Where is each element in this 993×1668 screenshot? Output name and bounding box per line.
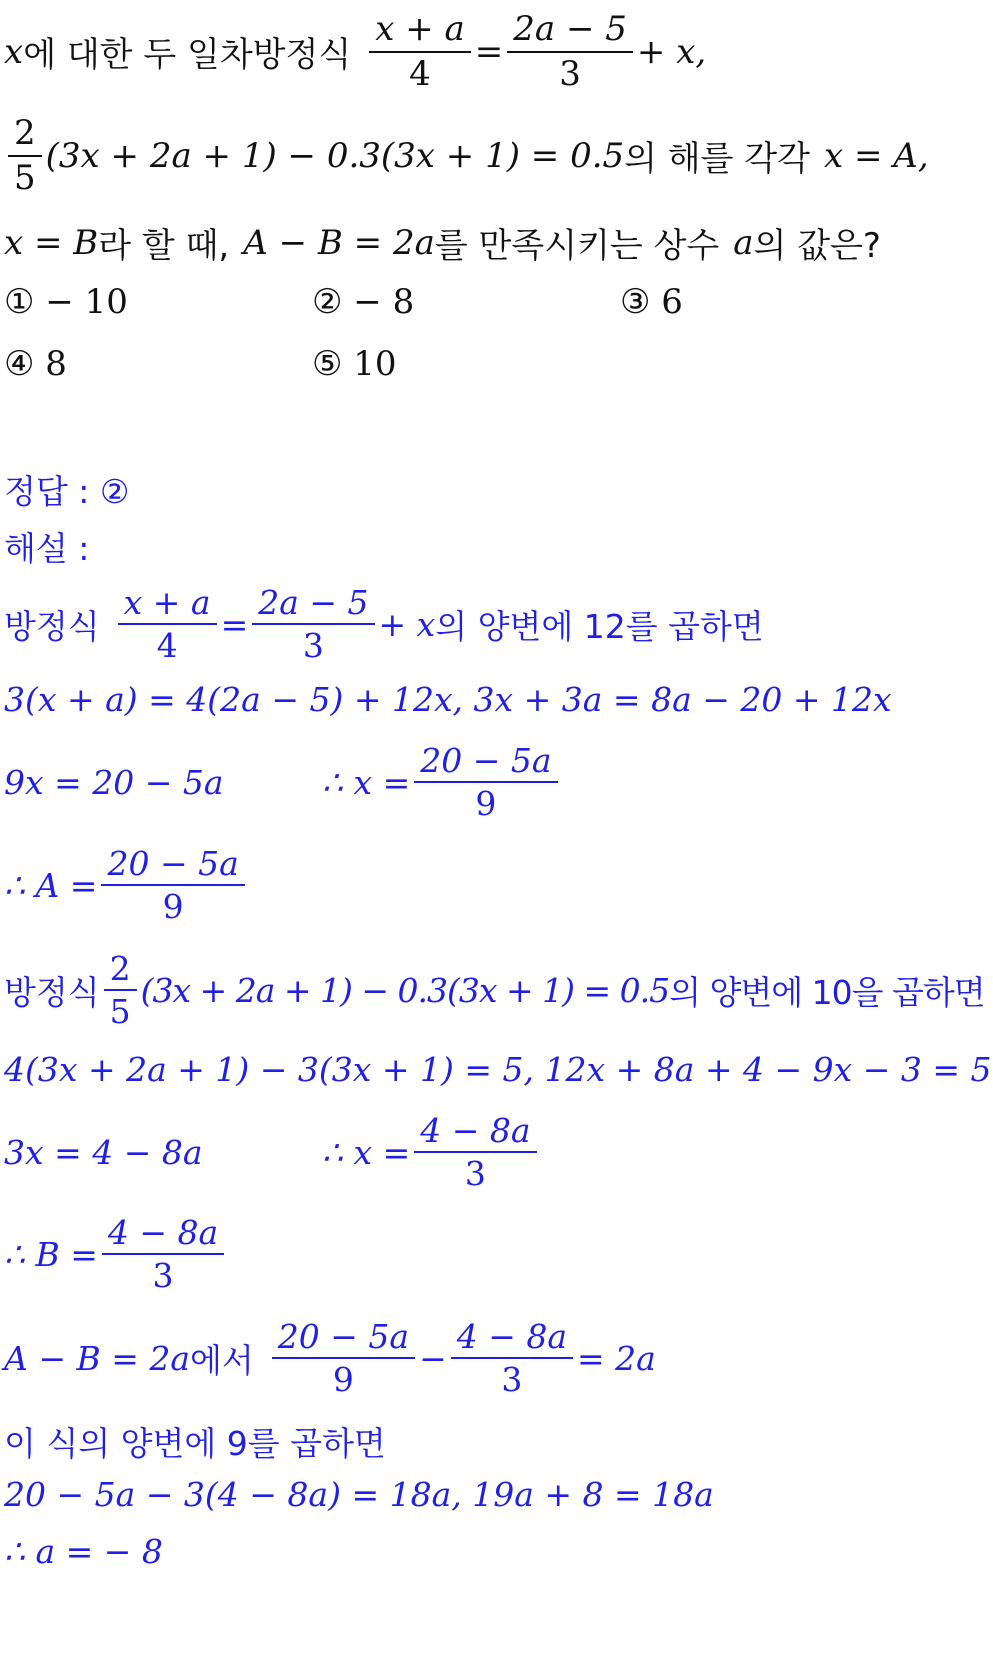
variable-x: x [4, 31, 24, 72]
solution-line-1: 방정식 $\frac{x + a}{4}$ = $\frac{2a - 5}{3}$ + x 의 양변에 12를 곱하면 [4, 583, 764, 666]
explanation-label: 해설 : [4, 529, 90, 568]
fraction-two-fifths: $\frac{2}{5}$ [8, 112, 42, 199]
choice-5[interactable]: ⑤ 10 [312, 344, 397, 384]
solution-line-4: ∴ A = $\frac{20 - 5a}{9}$ [4, 843, 249, 928]
question-line-3: x = B 라 할 때, A − B = 2a 를 만족시키는 상수 a 의 값은? [4, 222, 881, 266]
solution-line-10: 이 식의 양변에 9를 곱하면 [4, 1424, 386, 1463]
choice-1[interactable]: ① − 10 [4, 282, 128, 322]
eq1-tail: + x, [636, 31, 707, 72]
solution-line-6: 4(3x + 2a + 1) − 3(3x + 1) = 5, 12x + 8a + 4 − 9x − 3 = 5 [4, 1050, 992, 1089]
solution-line-11: 20 − 5a − 3(4 − 8a) = 18a, 19a + 8 = 18a [4, 1475, 714, 1514]
answer-label: 정답 : ② [4, 472, 130, 511]
choice-4[interactable]: ④ 8 [4, 344, 67, 384]
solution-line-12: ∴ a = − 8 [4, 1532, 163, 1571]
solution-line-7: 3x = 4 − 8a ∴ x = $\frac{4 - 8a}{3}$ [4, 1110, 541, 1195]
choice-3[interactable]: ③ 6 [620, 282, 683, 322]
solution-line-5: 방정식 $\frac{2}{5}$ (3x + 2a + 1) − 0.3(3x + 1) = 0.5 의 양변에 10을 곱하면 [4, 949, 985, 1032]
question-text: 에 대한 두 일차방정식 [23, 35, 352, 75]
eq2-expression: (3x + 2a + 1) − 0.3(3x + 1) = 0.5 [45, 135, 625, 176]
question-text-2: 의 해를 각각 [624, 139, 810, 179]
fraction-eq1-lhs: $\frac{x + a}{4}$ [369, 8, 471, 95]
solution-line-2: 3(x + a) = 4(2a − 5) + 12x, 3x + 3a = 8a − 20 + 12x [4, 680, 892, 719]
solution-line-9: A − B = 2a 에서 $\frac{20 - 5a}{9}$ − $\frac{4 - 8a}{3}$ = 2a [4, 1317, 656, 1400]
question-line-1: x 에 대한 두 일차방정식 $\frac{x + a}{4}$ = $\frac{2a - 5}{3}$ + x, [4, 9, 707, 94]
fraction-eq1-rhs: $\frac{2a - 5}{3}$ [507, 8, 633, 95]
solution-line-3: 9x = 20 − 5a ∴ x = $\frac{20 - 5a}{9}$ [4, 740, 562, 825]
question-line-2 [4, 112, 929, 199]
choice-2[interactable]: ② − 8 [312, 282, 415, 322]
solution-line-8: ∴ B = $\frac{4 - 8a}{3}$ [4, 1212, 228, 1297]
solution-a-math: x = A, [823, 135, 929, 176]
